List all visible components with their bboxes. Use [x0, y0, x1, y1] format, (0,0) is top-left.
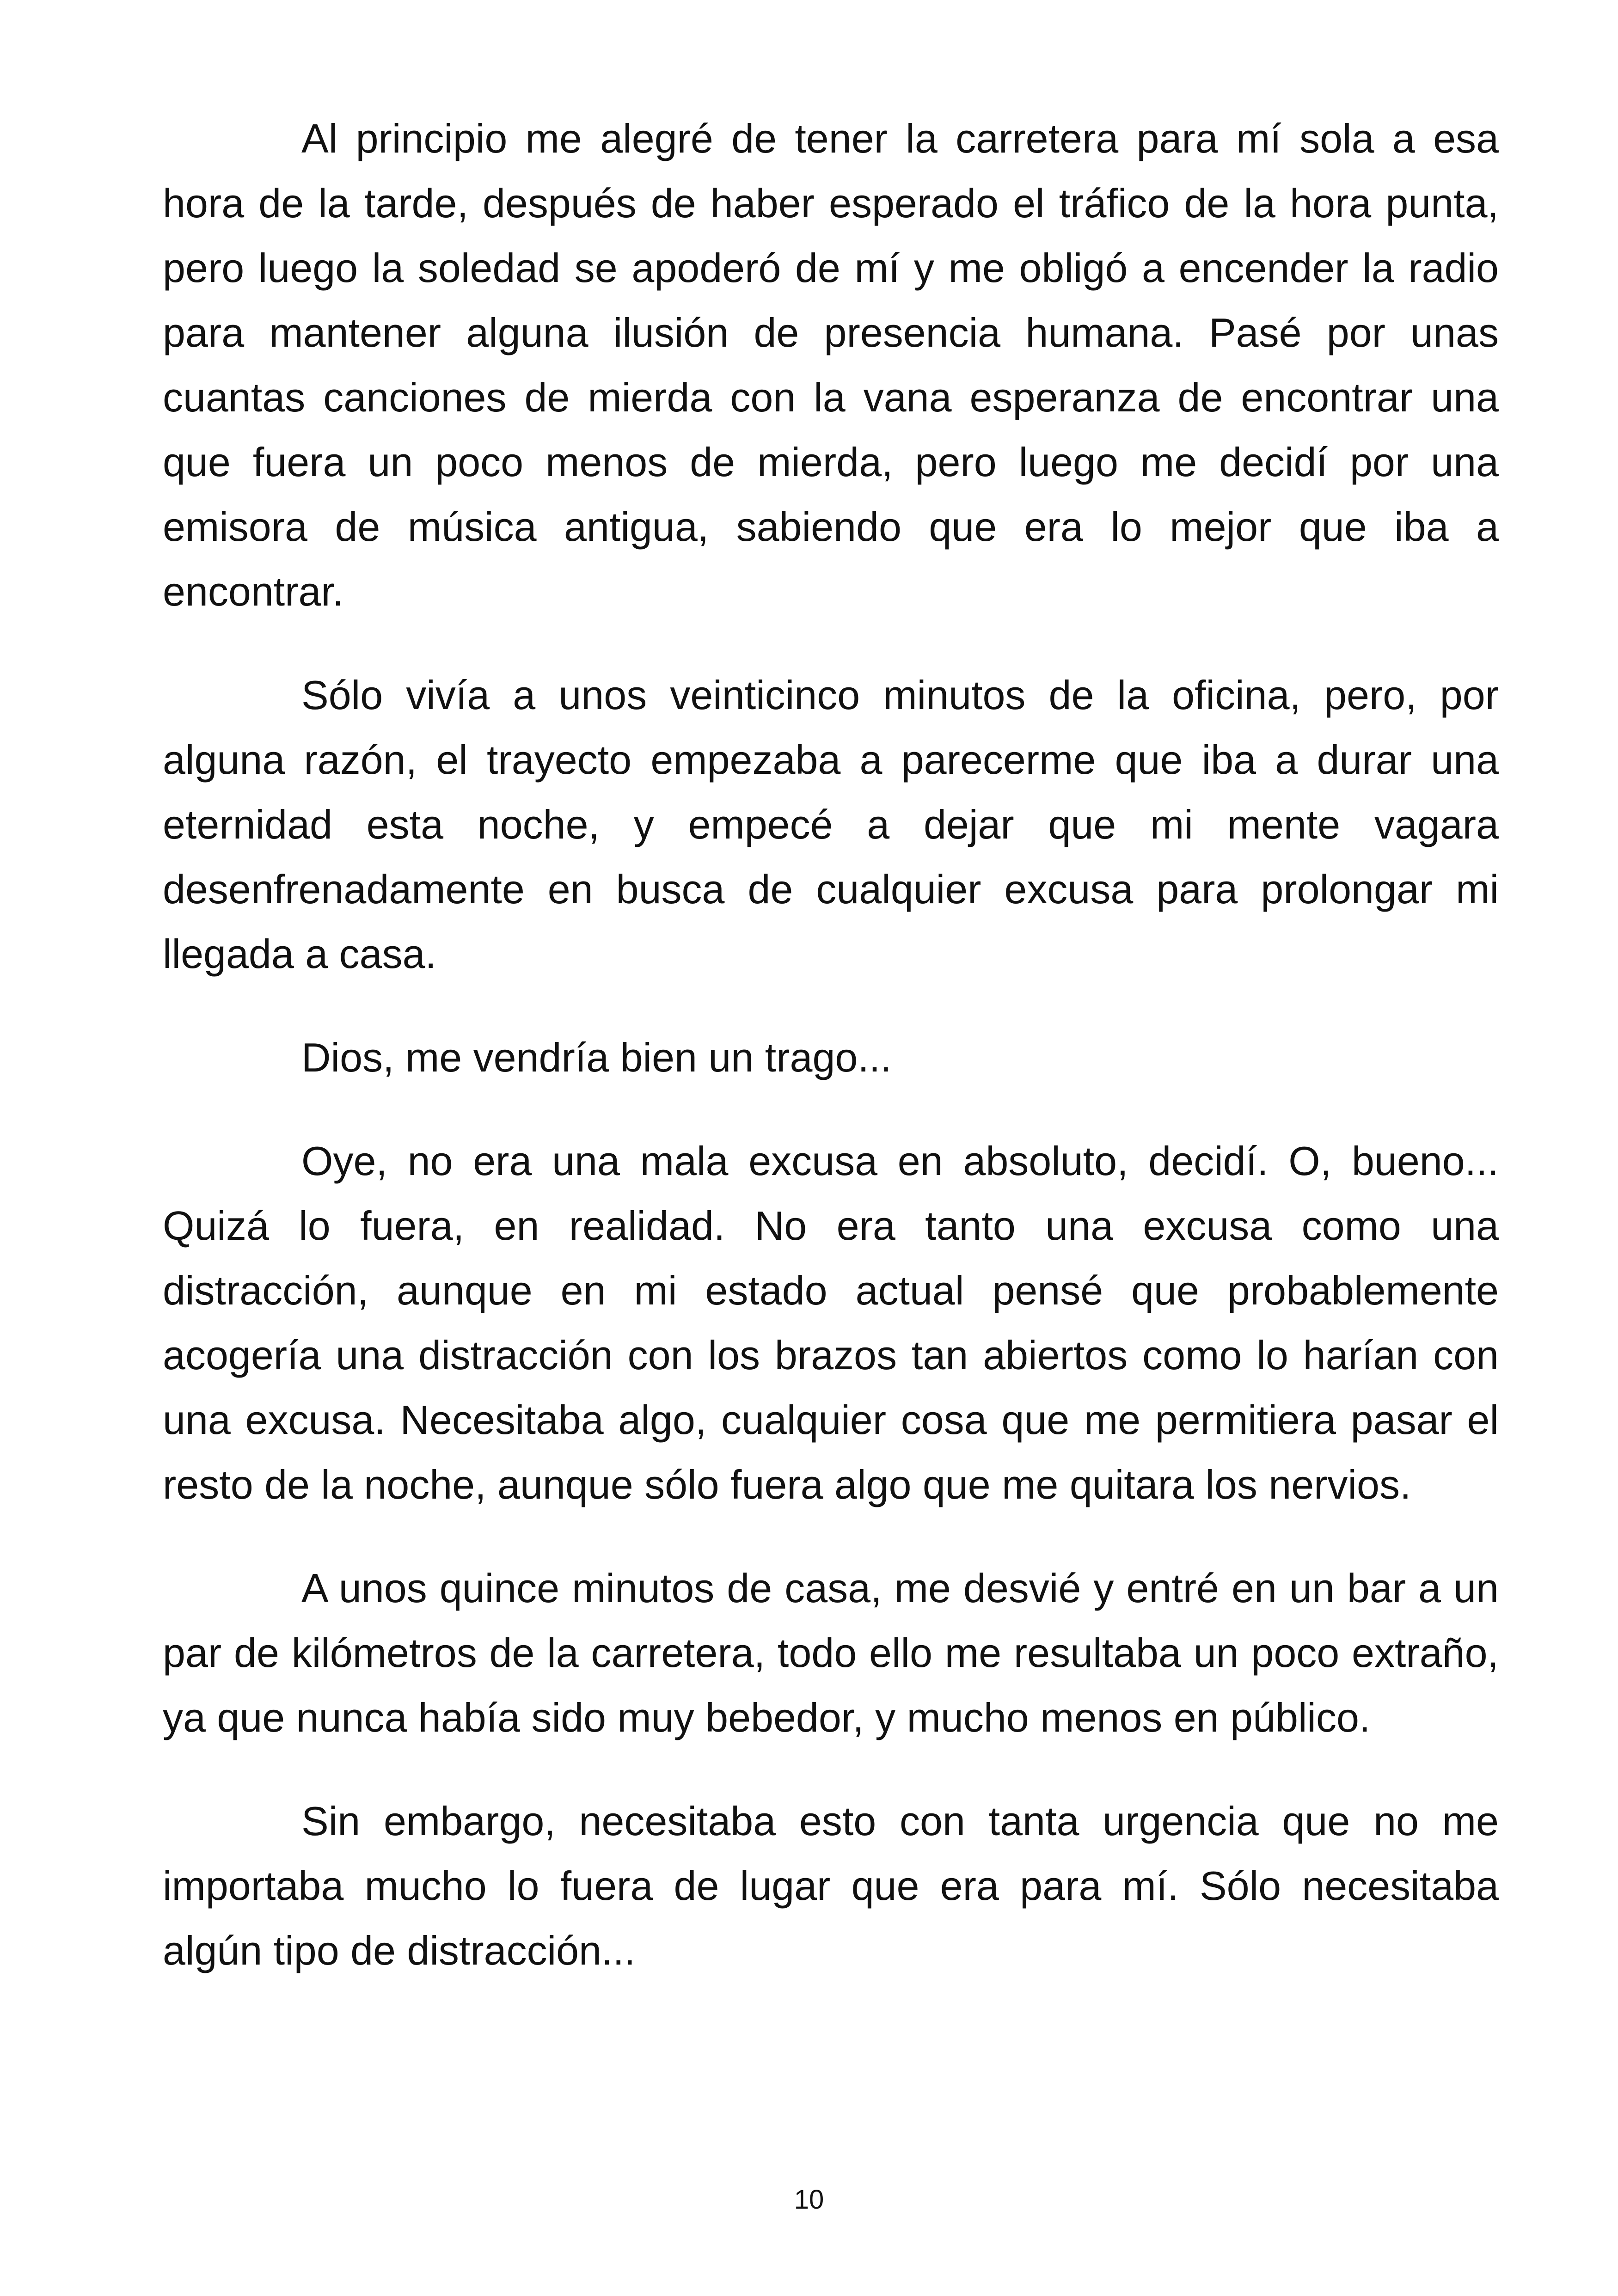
page-number: 10 [794, 2185, 824, 2215]
paragraph-1: Al principio me alegré de tener la carretera para mí sola a esa hora de la tarde, después de haber esperado el tráfico de la hora punta, pero luego la soledad se apoderó de mí y me obligó a encender la radio para mantener alguna ilusión de presencia humana. Pasé por unas cuantas canciones de mierda con la vana esperanza de encontrar una que fuera un poco menos de mierda, pero luego me decidí por una emisora de música antigua, sabiendo que era lo mejor que iba a encontrar. [163, 116, 1499, 614]
paragraph-6: Sin embargo, necesitaba esto con tanta urgencia que no me importaba mucho lo fuera de lugar que era para mí. Sólo necesitaba algún tipo de distracción... [163, 1798, 1499, 1973]
paragraph-5: A unos quince minutos de casa, me desvié y entré en un bar a un par de kilómetros de la carretera, todo ello me resultaba un poco extraño, ya que nunca había sido muy bebedor, y mucho menos en público. [163, 1565, 1499, 1740]
paragraph-2: Sólo vivía a unos veinticinco minutos de la oficina, pero, por alguna razón, el trayecto empezaba a parecerme que iba a durar una eternidad esta noche, y empecé a dejar que mi mente vagara desenfrenadamente en busca de cualquier excusa para prolongar mi llegada a casa. [163, 672, 1499, 977]
paragraph-4: Oye, no era una mala excusa en absoluto, decidí. O, bueno... Quizá lo fuera, en realidad. No era tanto una excusa como una distracción, aunque en mi estado actual pensé que probablemente acogería una distracción con los brazos tan abiertos como lo harían con una excusa. Necesitaba algo, cualquier cosa que me permitiera pasar el resto de la noche, aunque sólo fuera algo que me quitara los nervios. [163, 1138, 1499, 1507]
paragraph-3: Dios, me vendría bien un trago... [301, 1035, 892, 1080]
body-text [163, 106, 1499, 2022]
